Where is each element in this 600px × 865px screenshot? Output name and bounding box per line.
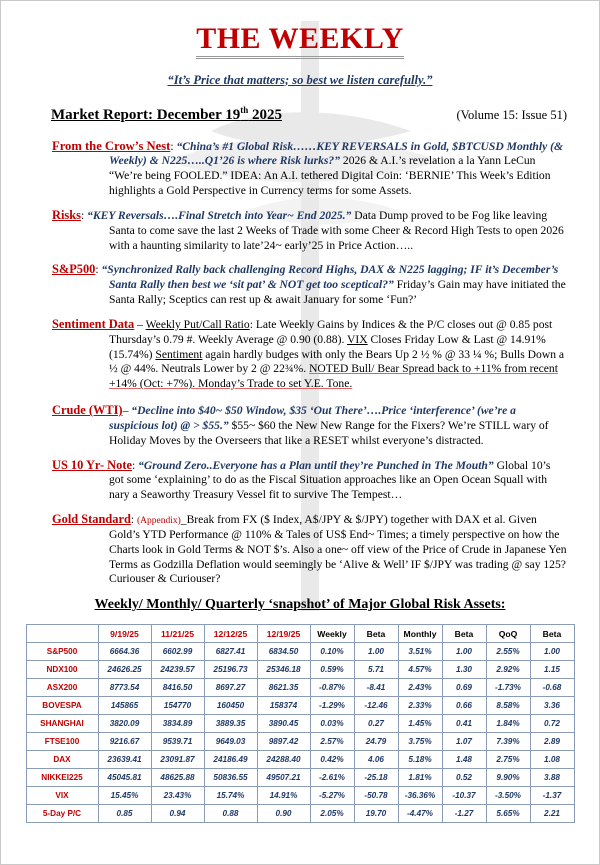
table-cell-value: -0.68 (530, 679, 574, 697)
table-cell-value: -36.36% (398, 787, 442, 805)
table-col-header-metric: Beta (530, 625, 574, 643)
sentiment-vix-label: VIX (347, 332, 368, 346)
table-row (26, 679, 574, 697)
table-cell-value: 3.88 (530, 769, 574, 787)
section-sp500 (53, 262, 567, 308)
table-header-row (26, 625, 574, 643)
table-cell-value: 2.05% (310, 805, 354, 823)
table-cell-value: 5.71 (354, 661, 398, 679)
table-row-label: VIX (26, 787, 98, 805)
table-body (26, 643, 574, 823)
table-cell-value: 2.92% (486, 661, 530, 679)
section-label-sentiment-data: Sentiment Data (52, 316, 135, 331)
table-cell-value: 0.03% (310, 715, 354, 733)
table-col-header-metric: Monthly (398, 625, 442, 643)
table-cell-value: 6827.41 (204, 643, 257, 661)
table-row-label: SHANGHAI (26, 715, 98, 733)
sentiment-noted: NOTED Bull/ Bear Spread back to +11% from recent +14% (Oct: +7%). (109, 362, 558, 391)
table-cell-value: 9897.42 (257, 733, 310, 751)
table-title: Weekly/ Monthly/ Quarterly ‘snapshot’ of Major Global Risk Assets: (94, 597, 506, 613)
table-cell-value: 3.51% (398, 643, 442, 661)
table-cell-value: 7.39% (486, 733, 530, 751)
us10yr-body: Global 10’s got some ‘explaining’ to do as the Fiscal Situation approaches like an Open Ocean Squall with nary a Seaworthy Treasury Vessel fit to survive The Tempest… (109, 458, 551, 502)
section-risks (53, 208, 567, 254)
table-cell-value: 8697.27 (204, 679, 257, 697)
table-cell-value: 0.69 (442, 679, 486, 697)
table-cell-value: 3.36 (530, 697, 574, 715)
table-cell-value: 2.55% (486, 643, 530, 661)
table-cell-value: 4.57% (398, 661, 442, 679)
table-cell-value: -1.27 (442, 805, 486, 823)
sentiment-subheading: Weekly Put/Call Ratio (145, 317, 250, 331)
crude-lead (52, 404, 131, 417)
table-cell-value: 2.57% (310, 733, 354, 751)
crude-sep: – (122, 404, 132, 418)
table-cell-value: 8773.54 (98, 679, 151, 697)
table-row (26, 787, 574, 805)
table-row (26, 715, 574, 733)
table-cell-value: 23639.41 (98, 751, 151, 769)
risks-body: Data Dump proved to be Fog like leaving Santa to come save the last 2 Weeks of Trade with some Cheer & Record High Tests to open 2026 with a haunting similarity to late’24~ early’25 in Price Action….. (109, 208, 564, 252)
us10yr-quote: “Ground Zero..Everyone has a Plan until they’re Punched in The Mouth” (138, 458, 494, 472)
risk-assets-table (26, 624, 575, 823)
table-cell-value: 50836.55 (204, 769, 257, 787)
report-header-row (23, 105, 577, 124)
section-sentiment-data (53, 317, 567, 392)
table-row-label: FTSE100 (26, 733, 98, 751)
gold-lead (52, 513, 137, 526)
table-cell-value: 15.74% (204, 787, 257, 805)
table-col-header-metric: QoQ (486, 625, 530, 643)
table-cell-value: 24186.49 (204, 751, 257, 769)
table-row-label: NDX100 (26, 661, 98, 679)
table-cell-value: -25.18 (354, 769, 398, 787)
table-cell-value: 8.58% (486, 697, 530, 715)
table-cell-value: 1.45% (398, 715, 442, 733)
table-cell-value: -12.46 (354, 697, 398, 715)
table-cell-value: 5.65% (486, 805, 530, 823)
section-label-crude-wti: Crude (WTI) (52, 403, 123, 418)
table-col-header-metric: Beta (442, 625, 486, 643)
table-cell-value: -8.41 (354, 679, 398, 697)
crows-nest-quote: “China’s #1 Global Risk……KEY REVERSALS in Gold, $BTCUSD Monthly (& Weekly) & N225…..Q1’26 is where Risk lurks?” (109, 139, 564, 168)
table-cell-value: 0.41 (442, 715, 486, 733)
sentiment-word: Sentiment (155, 347, 203, 361)
masthead (23, 1, 577, 59)
table-cell-value: 0.27 (354, 715, 398, 733)
table-cell-value: 1.00 (442, 643, 486, 661)
table-row-label: 5-Day P/C (26, 805, 98, 823)
table-cell-value: 0.72 (530, 715, 574, 733)
report-title-ordinal: th (240, 104, 249, 115)
table-col-header-date: 12/12/25 (204, 625, 257, 643)
table-cell-value: 3820.09 (98, 715, 151, 733)
sp500-quote: “Synchronized Rally back challenging Record Highs, DAX & N225 lagging; IF it’s December’s Santa Rally then best we ‘sit pat’ & NOT get too sceptical?” (101, 263, 559, 292)
section-crows-nest (53, 138, 567, 199)
table-cell-value: 3834.89 (151, 715, 204, 733)
table-col-header-metric: Weekly (310, 625, 354, 643)
table-cell-value: 4.06 (354, 751, 398, 769)
sp500-body: Friday’s Gain may have initiated the Santa Rally; Sceptics can rest up & await January for some ‘Fun?’ (109, 278, 566, 307)
table-cell-value: 24239.57 (151, 661, 204, 679)
table-cell-value: 45045.81 (98, 769, 151, 787)
table-cell-value: 2.89 (530, 733, 574, 751)
table-cell-value: 1.00 (354, 643, 398, 661)
sentiment-body-3: again hardly budges with only the Bears Up 2 ½ % @ 33 ¼ %; Bulls Down a ½ @ 44%. Neutrals Lower by 2 @ 22¾%. (109, 347, 565, 376)
sp500-lead (52, 263, 102, 276)
table-cell-value: 2.21 (530, 805, 574, 823)
crude-quote: “Decline into $40~ $50 Window, $35 ‘Out There’….Price ‘interference’ (we’re a suspicious lot) @ > $55.” (109, 404, 516, 432)
section-us-10yr-note (53, 458, 567, 504)
section-label-us-10yr-note: US 10 Yr- Note (52, 457, 132, 472)
risks-lead (52, 209, 87, 222)
table-col-header-date: 9/19/25 (98, 625, 151, 643)
table-cell-value: 3.75% (398, 733, 442, 751)
us10yr-lead (52, 459, 138, 472)
table-cell-value: -1.29% (310, 697, 354, 715)
report-title-main: Market Report: December 19 (51, 106, 241, 123)
page-title: THE WEEKLY (196, 23, 404, 59)
table-row (26, 751, 574, 769)
table-cell-value: -4.47% (398, 805, 442, 823)
gold-body: _Break from FX ($ Index, A$/JPY & $/JPY) together with DAX et al. Given Gold’s YTD Performance @ 110% & Tales of US$ End~ Times; a timely perspective on how the Charts look in Gold Terms & NOT $’s. Also a one~ off view of the Price of Crude in Japanese Yen Terms as Godzilla Deflation would seemingly be ‘Alive & Well’ IF $/JPY was trading @ say 125? Curiouser & Curiouser? (109, 513, 567, 586)
table-row-label: NIKKEI225 (26, 769, 98, 787)
table-cell-value: 19.70 (354, 805, 398, 823)
table-cell-value: 0.88 (204, 805, 257, 823)
sentiment-body-1: : Late Weekly Gains by Indices & the P/C closes out @ 0.85 post Thursday’s 0.79 #. Weekly Average @ 0.90 (0.88). (109, 317, 553, 346)
table-cell-value: -5.27% (310, 787, 354, 805)
crows-nest-body: 2026 & A.I.’s revelation a la Yann LeCun “We’re being FOOLED.” IDEA: An A.I. tethered Digital Coin: ‘BERNIE’ This Week’s Edition highlights a Gold Perspective in Currency terms for some Assets. (109, 154, 551, 197)
sentiment-lead (52, 318, 146, 331)
table-row (26, 661, 574, 679)
report-title-year: 2025 (248, 106, 282, 123)
table-cell-value: -1.73% (486, 679, 530, 697)
table-header (26, 625, 574, 643)
table-row (26, 769, 574, 787)
sentiment-body-2: Closes Friday Low & Last @ 14.91% (15.74%) (109, 332, 546, 361)
table-cell-value: 1.00 (530, 643, 574, 661)
table-cell-value: 1.15 (530, 661, 574, 679)
risks-sep: : (80, 208, 88, 222)
table-col-header-date: 11/21/25 (151, 625, 204, 643)
table-cell-value: 1.81% (398, 769, 442, 787)
table-cell-value: 1.84% (486, 715, 530, 733)
table-cell-value: 0.52 (442, 769, 486, 787)
table-cell-value: 25196.73 (204, 661, 257, 679)
table-row-label: ASX200 (26, 679, 98, 697)
gold-appendix-note: (Appendix) (136, 516, 181, 527)
table-cell-value: 5.18% (398, 751, 442, 769)
table-cell-value: 14.91% (257, 787, 310, 805)
table-cell-value: 0.42% (310, 751, 354, 769)
report-title (51, 105, 282, 124)
section-label-sp500: S&P500 (52, 262, 96, 277)
table-cell-value: 0.94 (151, 805, 204, 823)
section-label-gold-standard: Gold Standard (52, 512, 131, 527)
table-cell-value: 6664.36 (98, 643, 151, 661)
table-row (26, 733, 574, 751)
table-cell-value: 9539.71 (151, 733, 204, 751)
table-cell-value: 0.66 (442, 697, 486, 715)
table-cell-value: 2.43% (398, 679, 442, 697)
table-row-label: DAX (26, 751, 98, 769)
table-cell-value: 0.90 (257, 805, 310, 823)
volume-issue: (Volume 15: Issue 51) (456, 107, 567, 122)
table-cell-value: 154770 (151, 697, 204, 715)
table-cell-value: 145865 (98, 697, 151, 715)
table-cell-value: 25346.18 (257, 661, 310, 679)
table-row (26, 805, 574, 823)
gold-sep: : (130, 513, 137, 527)
table-cell-value: 160450 (204, 697, 257, 715)
sp500-sep: : (95, 263, 102, 277)
table-cell-value: 23.43% (151, 787, 204, 805)
table-row-label: BOVESPA (26, 697, 98, 715)
table-cell-value: 15.45% (98, 787, 151, 805)
sentiment-dash: – (134, 317, 146, 331)
table-cell-value: 1.07 (442, 733, 486, 751)
table-row (26, 697, 574, 715)
crows-nest-lead (52, 140, 176, 153)
section-label-risks: Risks (52, 207, 81, 222)
crows-nest-sep: : (170, 139, 177, 153)
us10yr-sep: : (131, 458, 139, 472)
tagline: “It’s Price that matters; so best we listen carefully.” (167, 72, 433, 87)
table-cell-value: 24288.40 (257, 751, 310, 769)
table-cell-value: 24.79 (354, 733, 398, 751)
table-cell-value: 9.90% (486, 769, 530, 787)
table-row (26, 643, 574, 661)
table-cell-value: -10.37 (442, 787, 486, 805)
section-gold-standard (53, 512, 567, 587)
sections (23, 138, 577, 588)
table-col-header-date: 12/19/25 (257, 625, 310, 643)
section-crude-wti (53, 403, 567, 449)
table-cell-value: 24626.25 (98, 661, 151, 679)
table-row-label: S&P500 (26, 643, 98, 661)
table-cell-value: 9216.67 (98, 733, 151, 751)
table-cell-value: 1.08 (530, 751, 574, 769)
table-cell-value: 9649.03 (204, 733, 257, 751)
table-cell-value: -0.87% (310, 679, 354, 697)
table-cell-value: -3.50% (486, 787, 530, 805)
table-cell-value: 48625.88 (151, 769, 204, 787)
table-cell-value: 3890.45 (257, 715, 310, 733)
table-cell-value: 8621.35 (257, 679, 310, 697)
table-cell-value: 2.75% (486, 751, 530, 769)
table-cell-value: 158374 (257, 697, 310, 715)
table-cell-value: -50.78 (354, 787, 398, 805)
table-cell-value: 0.85 (98, 805, 151, 823)
table-cell-value: 1.30 (442, 661, 486, 679)
table-cell-value: -2.61% (310, 769, 354, 787)
table-cell-value: 2.33% (398, 697, 442, 715)
table-cell-value: 6834.50 (257, 643, 310, 661)
table-corner-cell (26, 625, 98, 643)
table-cell-value: 8416.50 (151, 679, 204, 697)
page-content (1, 1, 599, 823)
risks-quote: “KEY Reversals….Final Stretch into Year~ End 2025.” (87, 208, 352, 222)
table-cell-value: 1.48 (442, 751, 486, 769)
table-col-header-metric: Beta (354, 625, 398, 643)
sentiment-tail: Monday’s Trade to set Y.E. Tone. (195, 377, 353, 391)
table-cell-value: 23091.87 (151, 751, 204, 769)
crude-body: $55~ $60 the New New Range for the Fixers? We’re STILL wary of Holiday Moves by the Overseers that like a RESET whilst everyone’s distracted. (109, 418, 549, 447)
table-cell-value: 3889.35 (204, 715, 257, 733)
table-cell-value: 6602.99 (151, 643, 204, 661)
table-cell-value: 0.10% (310, 643, 354, 661)
table-cell-value: 49507.21 (257, 769, 310, 787)
table-cell-value: -1.37 (530, 787, 574, 805)
table-cell-value: 0.59% (310, 661, 354, 679)
section-label-crows-nest: From the Crow’s Nest (52, 138, 171, 153)
